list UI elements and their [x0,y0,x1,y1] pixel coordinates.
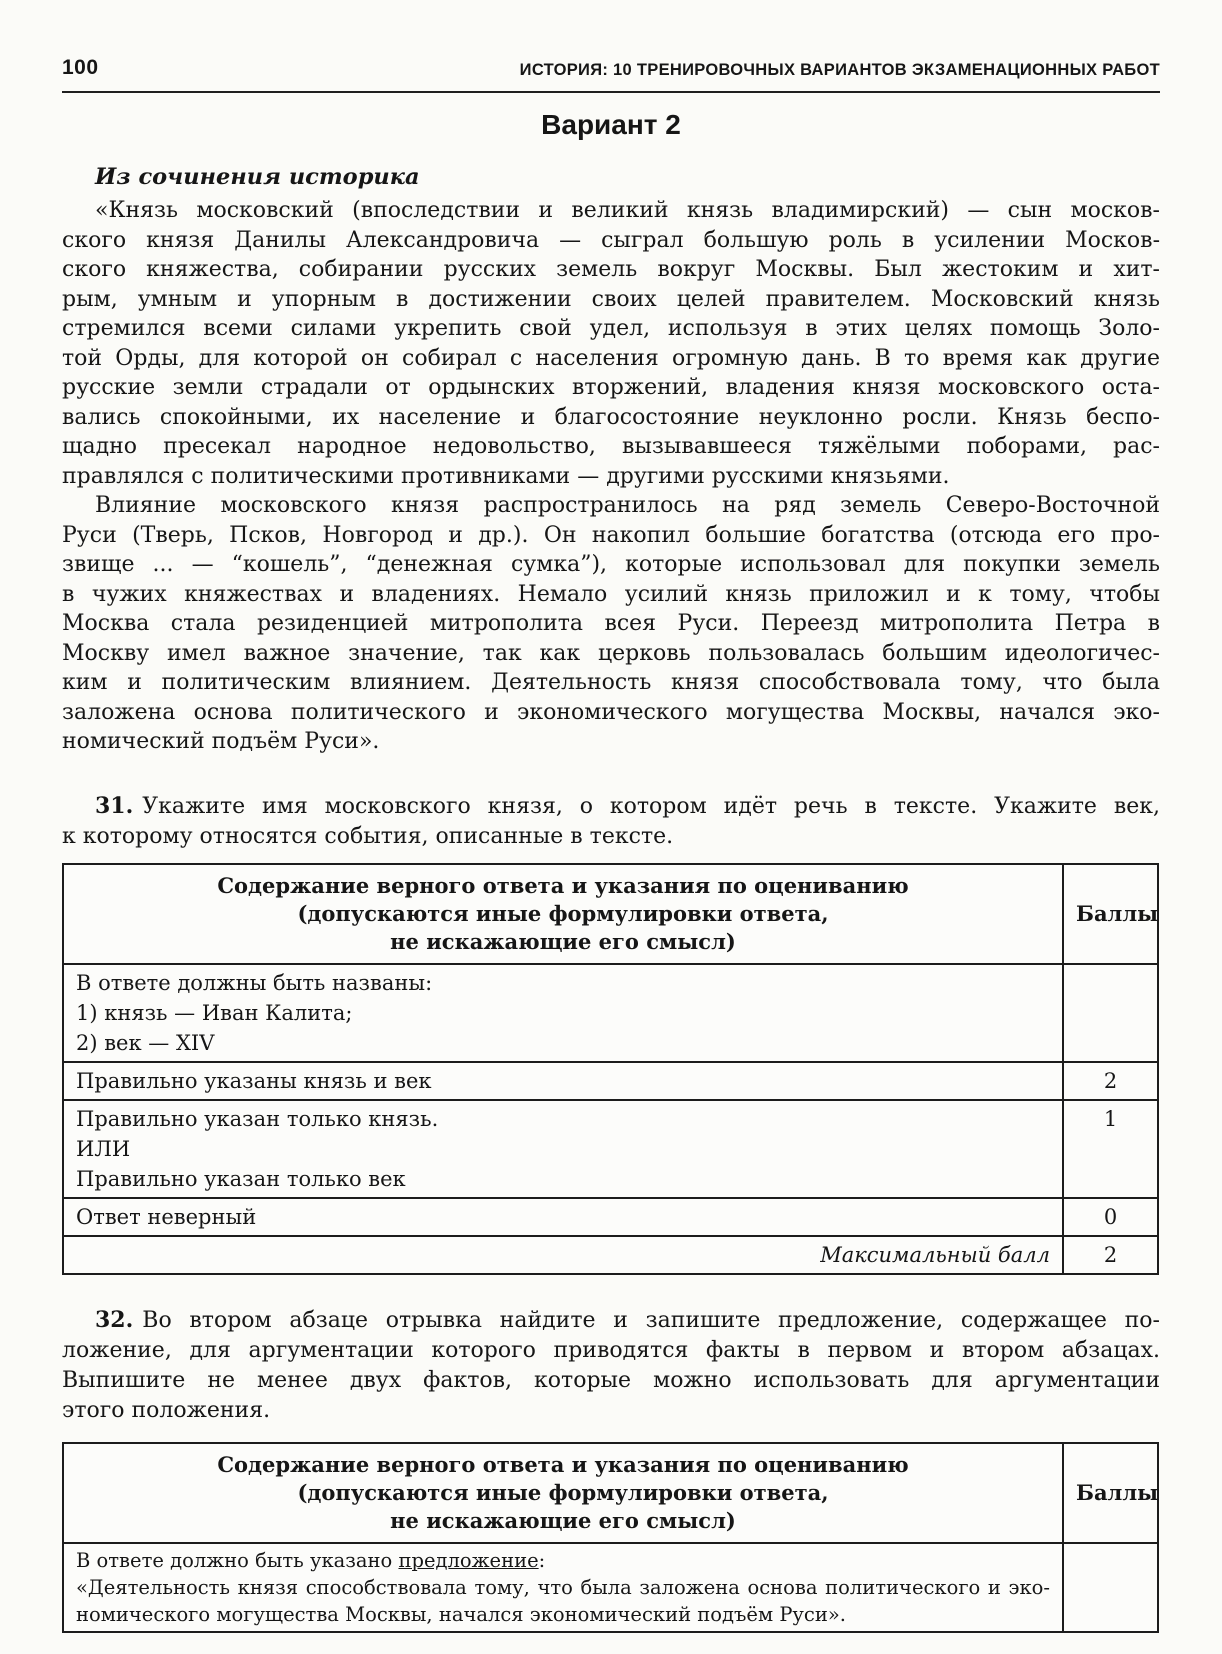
table-31-header-title: Содержание верного ответа и указания по оцениванию [217,872,909,898]
table-32-header-cell [63,1443,1063,1543]
table-31-max-points: 2 [1063,1236,1158,1274]
table-32-points-header: Баллы [1063,1443,1158,1543]
table-31-answer-cell: В ответе должны быть названы: 1) князь — Иван Калита; 2) век — XIV [63,964,1063,1062]
scoring-table-31 [62,863,1159,1275]
table-31-header-note-2: не искажающие его смысл) [390,928,736,954]
table-31-max-label: Максимальный балл [63,1236,1063,1274]
table-31-criteria-1pt: Правильно указан только князь. ИЛИ Правильно указан только век [63,1100,1063,1198]
question-31-line-1 [62,791,1160,822]
question-32-number: 32. [95,1306,134,1333]
table-32-answer-row [63,1543,1158,1632]
question-32-line-1 [62,1305,1160,1336]
answer-sentence-label: В ответе должно быть указано предложение: [76,1548,546,1572]
table-31-header-row [63,864,1158,964]
answer-underlined-term: предложение [398,1548,539,1572]
page-number: 100 [62,56,99,79]
historian-excerpt [62,196,1160,757]
table-32-answer-cell [63,1543,1063,1632]
scoring-table-32 [62,1442,1159,1633]
question-31-line-2: к которому относятся события, описанные в тексте. [62,823,674,849]
table-31-header-cell [63,864,1063,964]
question-32-line-3: Выпишите не менее двух фактов, которые можно использовать для аргументации [62,1367,1160,1393]
table-32-answer-points [1063,1543,1158,1632]
question-32-line-4: этого положения. [62,1397,271,1423]
question-32-line-2: ложение, для аргументации которого приводятся факты в первом и втором абзацах. [62,1337,1160,1363]
table-31-answer-points [1063,964,1158,1062]
table-31-points-0: 0 [1063,1198,1158,1236]
table-31-points-2: 2 [1063,1062,1158,1100]
question-31-text: Укажите имя московского князя, о котором идёт речь в тексте. Укажите век, [142,793,1160,819]
table-31-max-row [63,1236,1158,1274]
answer-quote: «Деятельность князя способствовала тому, что была заложена основа политического и эко- номического могущества Москвы, начался экономический подъём Руси». [76,1575,1050,1626]
source-heading: Из сочинения историка [95,164,420,190]
table-31-points-header: Баллы [1063,864,1158,964]
running-title: ИСТОРИЯ: 10 ТРЕНИРОВОЧНЫХ ВАРИАНТОВ ЭКЗАМЕНАЦИОННЫХ РАБОТ [519,61,1160,79]
question-32-text: Во втором абзаце отрывка найдите и запишите предложение, содержащее по- [142,1307,1160,1333]
table-32-header-note-1: (допускаются иные формулировки ответа, [297,1479,829,1505]
question-32 [62,1305,1160,1426]
table-31-points-1: 1 [1063,1100,1158,1198]
table-31-header-note-1: (допускаются иные формулировки ответа, [297,900,829,926]
question-31-number: 31. [95,792,134,819]
table-31-row-answer [63,964,1158,1062]
question-31 [62,791,1160,852]
excerpt-paragraph-2: Влияние московского князя распространилось на ряд земель Северо-Восточной Руси (Тверь, Псков, Новгород и др.). Он накопил большие богатства (отсюда его про- звище ... — “кошель”, “денежная сумка”), которые использовал для покупки земель в чужих княжествах и владениях. Немало усилий князь приложил и к тому, чтобы Москва стала резиденцией митрополита всея Руси. Переезд митрополита Петра в Москву имел важное значение, так как церковь пользовалась большим идеологичес- ким и политическим влиянием. Деятельность князя способствовала тому, что была заложена основа политического и экономического могущества Москвы, начался эко- номический подъём Руси». [62,493,1160,754]
table-32-header-title: Содержание верного ответа и указания по оцениванию [217,1451,909,1477]
table-31-criteria-2pts: Правильно указаны князь и век [63,1062,1063,1100]
table-31-row-2pts [63,1062,1158,1100]
table-32-header-row [63,1443,1158,1543]
page-header [62,0,1160,80]
excerpt-paragraph-1: «Князь московский (впоследствии и великий князь владимирский) — сын москов- ского князя Данилы Александровича — сыграл большую роль в усилении Москов- ского княжества, собирании русских земель вокруг Москвы. Был жестоким и хит- рым, умным и упорным в достижении своих целей правителем. Московский князь стремился всеми силами укрепить свой удел, используя в этих целях помощь Золо- той Орды, для которой он собирал с населения огромную дань. В то время как другие русские земли страдали от ордынских вторжений, владения князя московского оста- вались спокойными, их население и благосостояние неуклонно росли. Князь беспо- щадно пресекал народное недовольство, вызывавшееся тяжёлыми поборами, рас- правлялся с политическими противниками — другими русскими князьями. [62,198,1160,489]
table-31-criteria-0pts: Ответ неверный [63,1198,1063,1236]
variant-title: Вариант 2 [541,109,681,140]
table-32-header-note-2: не искажающие его смысл) [390,1507,736,1533]
table-31-row-1pt [63,1100,1158,1198]
table-31-row-0pts [63,1198,1158,1236]
header-rule [62,91,1160,93]
